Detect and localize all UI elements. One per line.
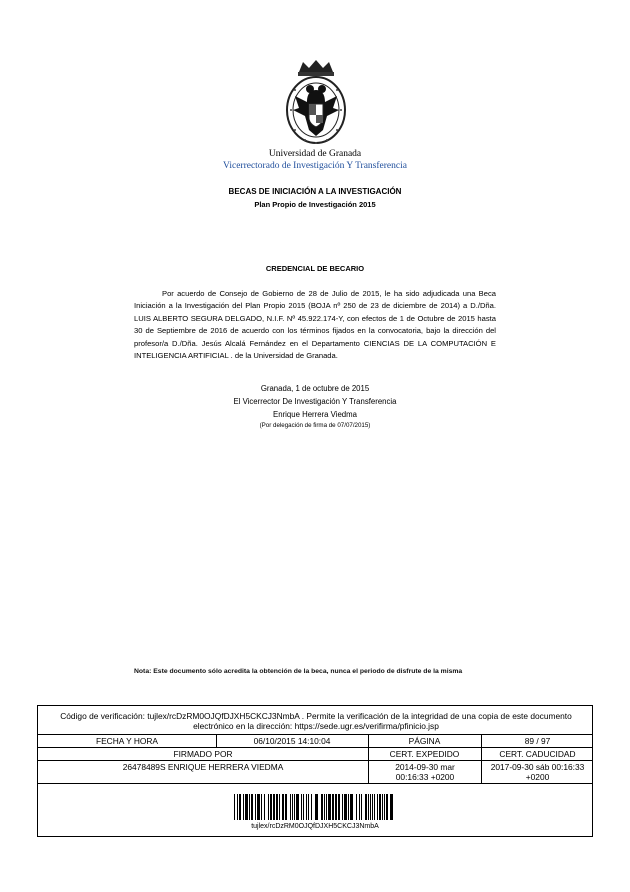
barcode-bar xyxy=(234,794,235,820)
barcode-bar xyxy=(251,794,253,820)
barcode-bar xyxy=(324,794,325,820)
barcode-bar xyxy=(261,794,262,820)
document-title: BECAS DE INICIACIÓN A LA INVESTIGACIÓN xyxy=(228,187,402,196)
barcode-bar xyxy=(237,794,238,820)
barcode-bar xyxy=(243,794,244,820)
barcode-bar xyxy=(296,794,299,820)
barcode-bar xyxy=(249,794,250,820)
fecha-hora-value: 06/10/2015 14:10:04 xyxy=(253,736,331,746)
credential-body: Por acuerdo de Consejo de Gobierno de 28 de Julio de 2015, le ha sido adjudicada una Beca Iniciación a la Investigación del Plan Propio 2015 (BOJA nº 250 de 23 de diciembre de 2014) a D./Dña. LUIS ALBERTO SEGURA DELGADO, N.I.F. Nº 45.922.174-Y, con efectos de 1 de Octubre de 2015 hasta 30 de Septiembre de 2016 de acuerdo con los términos fijados en la convocatoria, bajo la dirección del profesor/a D./Dña. Jesús Alcalá Fernández en el Departamento CIENCIAS DE LA COMPUTACIÓN E INTELIGENCIA ARTIFICIAL . de la Universidad de Granada. xyxy=(134,289,496,361)
barcode-bar xyxy=(326,794,327,820)
barcode-bar xyxy=(285,794,287,820)
signer-name: Enrique Herrera Viedma xyxy=(273,410,357,419)
signer-role: El Vicerrector De Investigación Y Transferencia xyxy=(233,397,397,406)
barcode-bar xyxy=(377,794,378,820)
barcode-bar xyxy=(365,794,367,820)
signature-delegation: (Por delegación de firma de 07/07/2015) xyxy=(259,422,371,429)
barcode-bar xyxy=(301,794,302,820)
barcode-bar xyxy=(264,794,265,820)
barcode-bar xyxy=(315,794,318,820)
divider xyxy=(38,783,592,784)
barcode-bar xyxy=(321,794,323,820)
barcode-bar xyxy=(328,794,331,820)
barcode-bar xyxy=(255,794,256,820)
barcode-bar xyxy=(239,794,241,820)
barcode-bar xyxy=(342,794,343,820)
barcode-bar xyxy=(370,794,371,820)
barcode-bar xyxy=(379,794,381,820)
barcode-bar xyxy=(311,794,312,820)
barcode-bar xyxy=(290,794,291,820)
barcode-bar xyxy=(374,794,375,820)
pagina-value: 89 / 97 xyxy=(524,736,551,746)
barcode-bar xyxy=(273,794,275,820)
barcode-bar xyxy=(344,794,347,820)
cert-expedido-value: 2014-09-30 mar 00:16:33 +0200 xyxy=(395,762,455,782)
divider xyxy=(38,760,592,761)
fecha-hora-label: FECHA Y HORA xyxy=(95,736,159,746)
barcode-bar xyxy=(359,794,360,820)
barcode-bar xyxy=(350,794,353,820)
barcode-bar xyxy=(356,794,357,820)
barcode-bar xyxy=(348,794,349,820)
barcode-bar xyxy=(335,794,337,820)
barcode-bar xyxy=(257,794,260,820)
barcode-bar xyxy=(382,794,383,820)
university-name: Universidad de Granada xyxy=(268,149,362,159)
barcode-bar xyxy=(372,794,373,820)
barcode-bar xyxy=(276,794,278,820)
barcode-bar xyxy=(282,794,284,820)
firmado-por-label: FIRMADO POR xyxy=(173,749,233,759)
document-subtitle: Plan Propio de Investigación 2015 xyxy=(254,200,376,209)
verification-code-text: Código de verificación: tujlex/rcDzRM0OJQfDJXH5CKCJ3NmbA . Permite la verificación de la integridad de una copia de este documento electrónico en la dirección: https://sede.ugr.es/verifirma/pfinicio.jsp xyxy=(60,711,572,731)
place-date: Granada, 1 de octubre de 2015 xyxy=(260,384,370,393)
barcode-bar xyxy=(338,794,340,820)
document-note: Nota: Este documento sólo acredita la obtención de la beca, nunca el periodo de disfrute de la misma xyxy=(134,668,463,675)
barcode-bar xyxy=(245,794,248,820)
barcode-bar xyxy=(306,794,307,820)
barcode-bar xyxy=(294,794,295,820)
barcode-bar xyxy=(368,794,369,820)
credential-title: CREDENCIAL DE BECARIO xyxy=(265,264,365,273)
university-crest-logo xyxy=(285,60,347,148)
pagina-label: PÁGINA xyxy=(408,736,441,746)
barcode-bar xyxy=(279,794,280,820)
barcode-bar xyxy=(308,794,309,820)
cert-caducidad-label: CERT. CADUCIDAD xyxy=(499,749,576,759)
barcode-bar xyxy=(390,794,393,820)
barcode-bar xyxy=(386,794,388,820)
barcode-bar xyxy=(270,794,272,820)
cert-expedido-label: CERT. EXPEDIDO xyxy=(389,749,460,759)
barcode-text: tujlex/rcDzRM0OJQfDJXH5CKCJ3NmbA xyxy=(251,823,379,830)
divider xyxy=(38,747,592,748)
verification-table xyxy=(37,705,593,837)
barcode-bar xyxy=(303,794,304,820)
firmante-value: 26478489S ENRIQUE HERRERA VIEDMA xyxy=(122,762,284,772)
vicerrectorado-name: Vicerrectorado de Investigación Y Transferencia xyxy=(223,161,407,171)
barcode-bar xyxy=(292,794,293,820)
divider xyxy=(38,734,592,735)
barcode-bar xyxy=(384,794,385,820)
barcode-bar xyxy=(268,794,269,820)
verification-barcode xyxy=(234,794,394,820)
barcode-bar xyxy=(332,794,334,820)
cert-caducidad-value: 2017-09-30 sáb 00:16:33 +0200 xyxy=(490,762,585,782)
barcode-bar xyxy=(361,794,362,820)
